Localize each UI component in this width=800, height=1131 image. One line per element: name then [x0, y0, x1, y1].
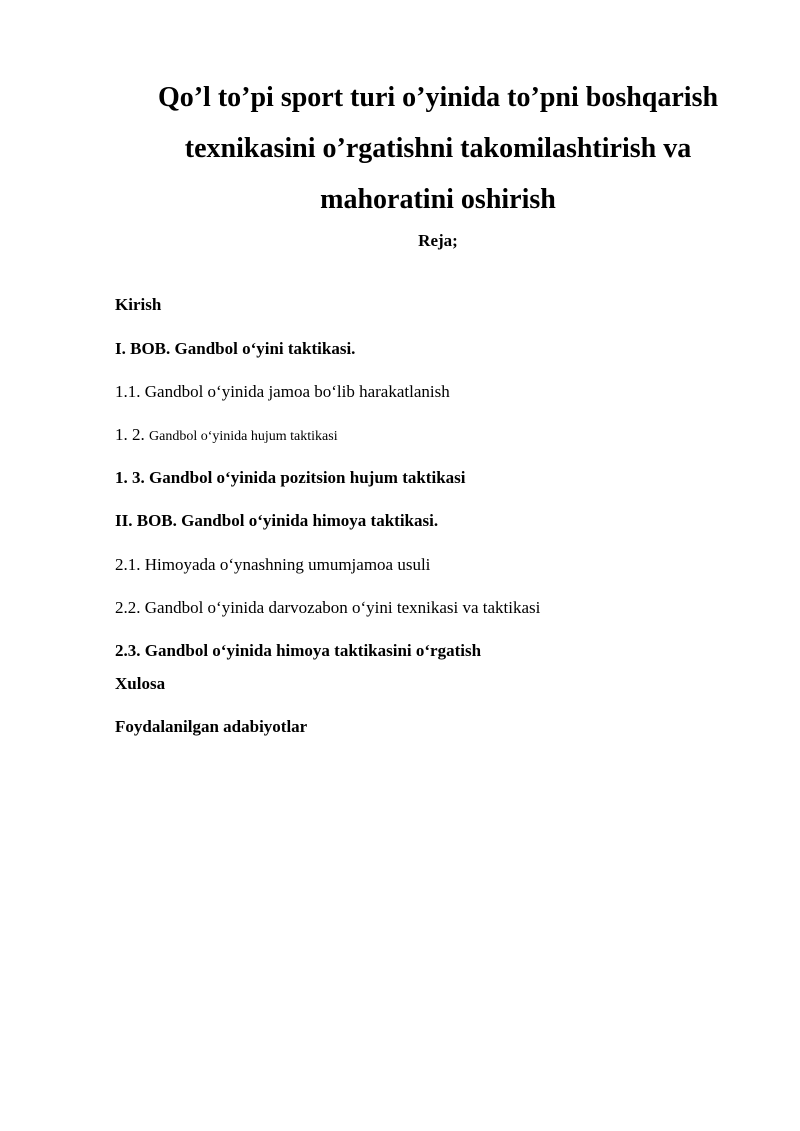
document-title: [120, 72, 756, 225]
toc-item-2-1: 2.1. Himoyada oʻynashning umumjamoa usuli: [115, 555, 431, 574]
toc-item-1-2-number: 1. 2.: [115, 425, 145, 444]
toc-chapter-1: I. BOB. Gandbol oʻyini taktikasi.: [115, 339, 356, 358]
toc-item-2-2: 2.2. Gandbol oʻyinida darvozabon oʻyini texnikasi va taktikasi: [115, 598, 541, 617]
title-line-3: mahoratini oshirish: [320, 184, 556, 215]
plan-heading: Reja;: [418, 231, 458, 250]
toc-item-1-3: 1. 3. Gandbol oʻyinida pozitsion hujum taktikasi: [115, 468, 466, 487]
toc-chapter-2: II. BOB. Gandbol oʻyinida himoya taktikasi.: [115, 511, 439, 530]
toc-item-1-1: 1.1. Gandbol oʻyinida jamoa boʻlib harakatlanish: [115, 382, 450, 401]
title-line-1: Qo’l to’pi sport turi o’yinida to’pni boshqarish: [157, 82, 719, 113]
toc-item-1-2: [115, 424, 338, 448]
toc-item-1-2-text: Gandbol oʻyinida hujum taktikasi: [149, 429, 338, 444]
title-line-2: texnikasini o’rgatishni takomilashtirish va: [184, 133, 692, 164]
toc-item-2-3: 2.3. Gandbol oʻyinida himoya taktikasini oʻrgatish: [115, 641, 482, 660]
toc-conclusion: Xulosa: [115, 674, 166, 693]
toc-intro: Kirish: [115, 295, 162, 314]
toc-references: Foydalanilgan adabiyotlar: [115, 717, 308, 736]
